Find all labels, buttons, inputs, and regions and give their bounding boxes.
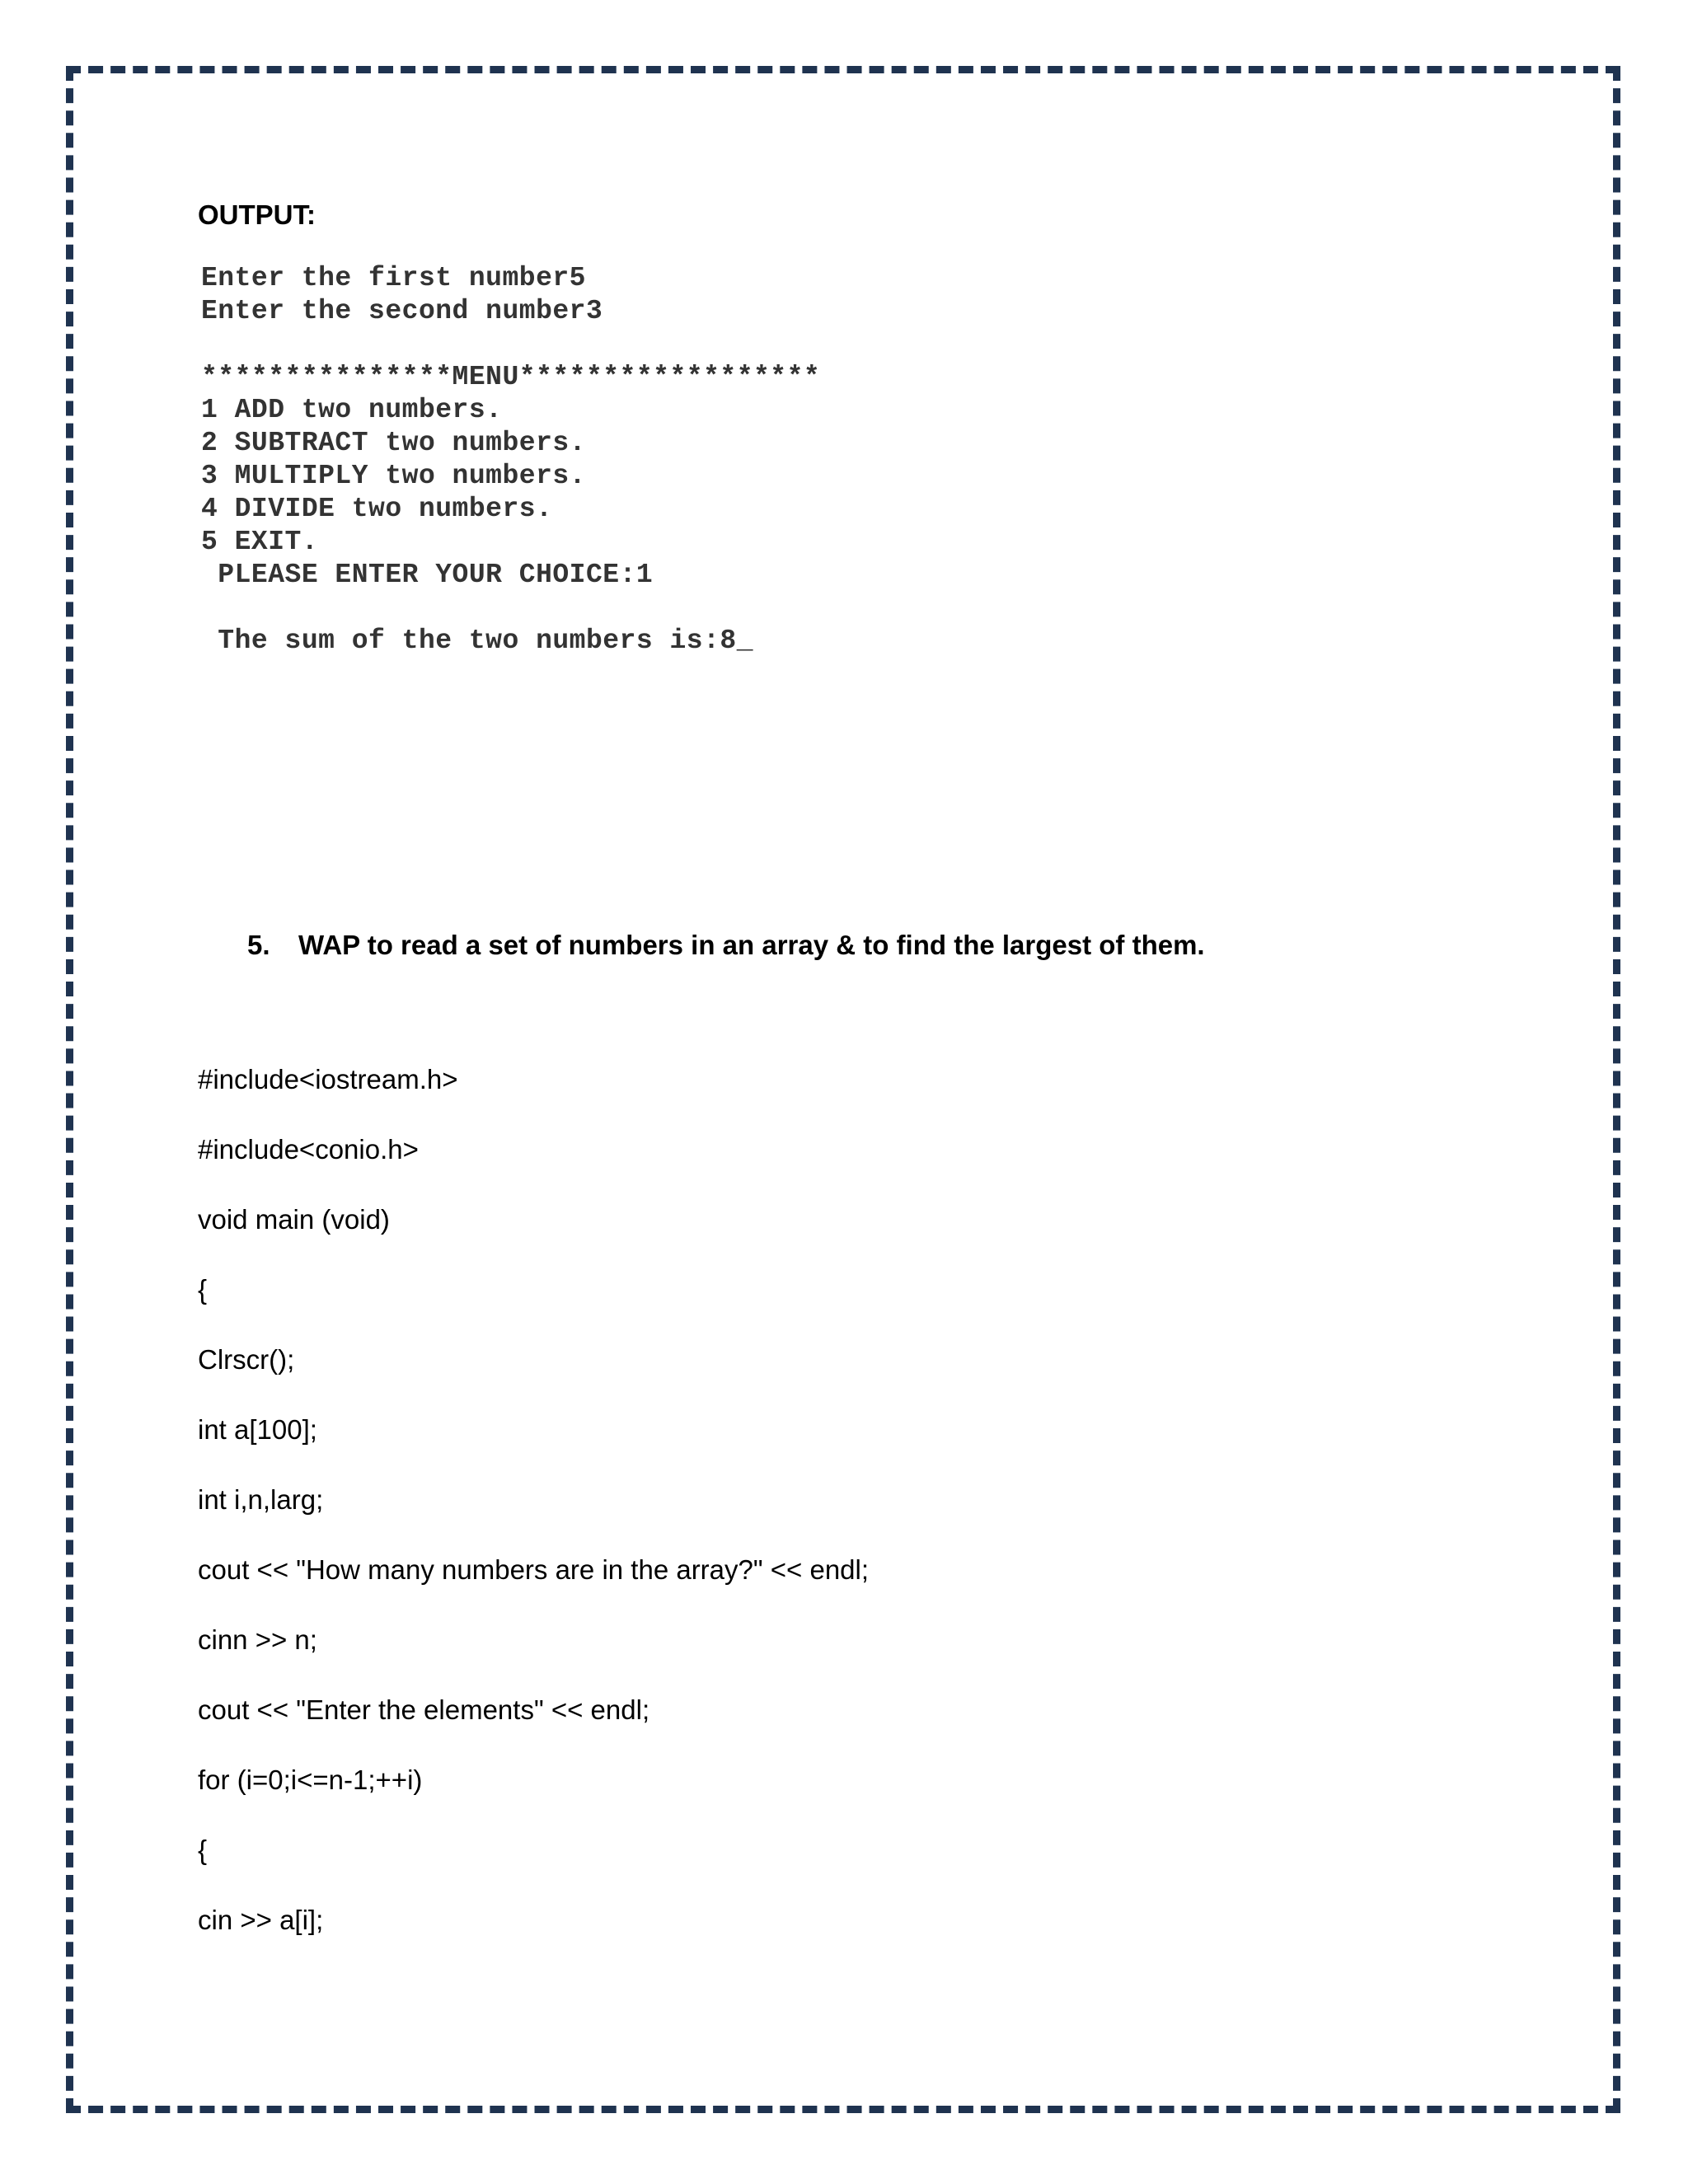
console-result: The sum of the two numbers is:8_: [201, 626, 754, 656]
code-line: {: [198, 1835, 208, 1865]
console-output-screenshot: [201, 262, 844, 674]
console-menu-item: 1 ADD two numbers.: [201, 395, 503, 425]
console-menu-title: ***************MENU******************: [201, 362, 821, 392]
code-line: #include<iostream.h>: [198, 1064, 458, 1094]
code-line: cout << "How many numbers are in the array?" << endl;: [198, 1554, 870, 1585]
code-line: Clrscr();: [198, 1344, 295, 1375]
console-menu-item: 4 DIVIDE two numbers.: [201, 494, 553, 524]
console-menu-item: 2 SUBTRACT two numbers.: [201, 428, 586, 458]
question-text: WAP to read a set of numbers in an array & to find the largest of them.: [298, 930, 1205, 960]
console-menu-item: 3 MULTIPLY two numbers.: [201, 461, 586, 491]
code-line: {: [198, 1274, 208, 1305]
console-choice-prompt: PLEASE ENTER YOUR CHOICE:1: [201, 560, 654, 590]
code-line: for (i=0;i<=n-1;++i): [198, 1765, 423, 1795]
question-heading: [247, 930, 1205, 961]
console-line: Enter the first number5: [201, 263, 586, 293]
code-line: cinn >> n;: [198, 1624, 317, 1655]
console-menu-item: 5 EXIT.: [201, 527, 319, 557]
output-heading: OUTPUT:: [198, 199, 316, 230]
code-line: cout << "Enter the elements" << endl;: [198, 1694, 650, 1725]
code-line: int a[100];: [198, 1414, 317, 1445]
console-line: Enter the second number3: [201, 296, 603, 326]
code-line: void main (void): [198, 1204, 390, 1235]
question-number: 5.: [247, 930, 270, 960]
code-line: int i,n,larg;: [198, 1484, 324, 1515]
code-line: cin >> a[i];: [198, 1905, 324, 1935]
code-listing: [198, 1063, 869, 1974]
console-blank-line: [201, 328, 844, 361]
console-blank-line: [201, 592, 844, 625]
code-line: #include<conio.h>: [198, 1134, 419, 1165]
